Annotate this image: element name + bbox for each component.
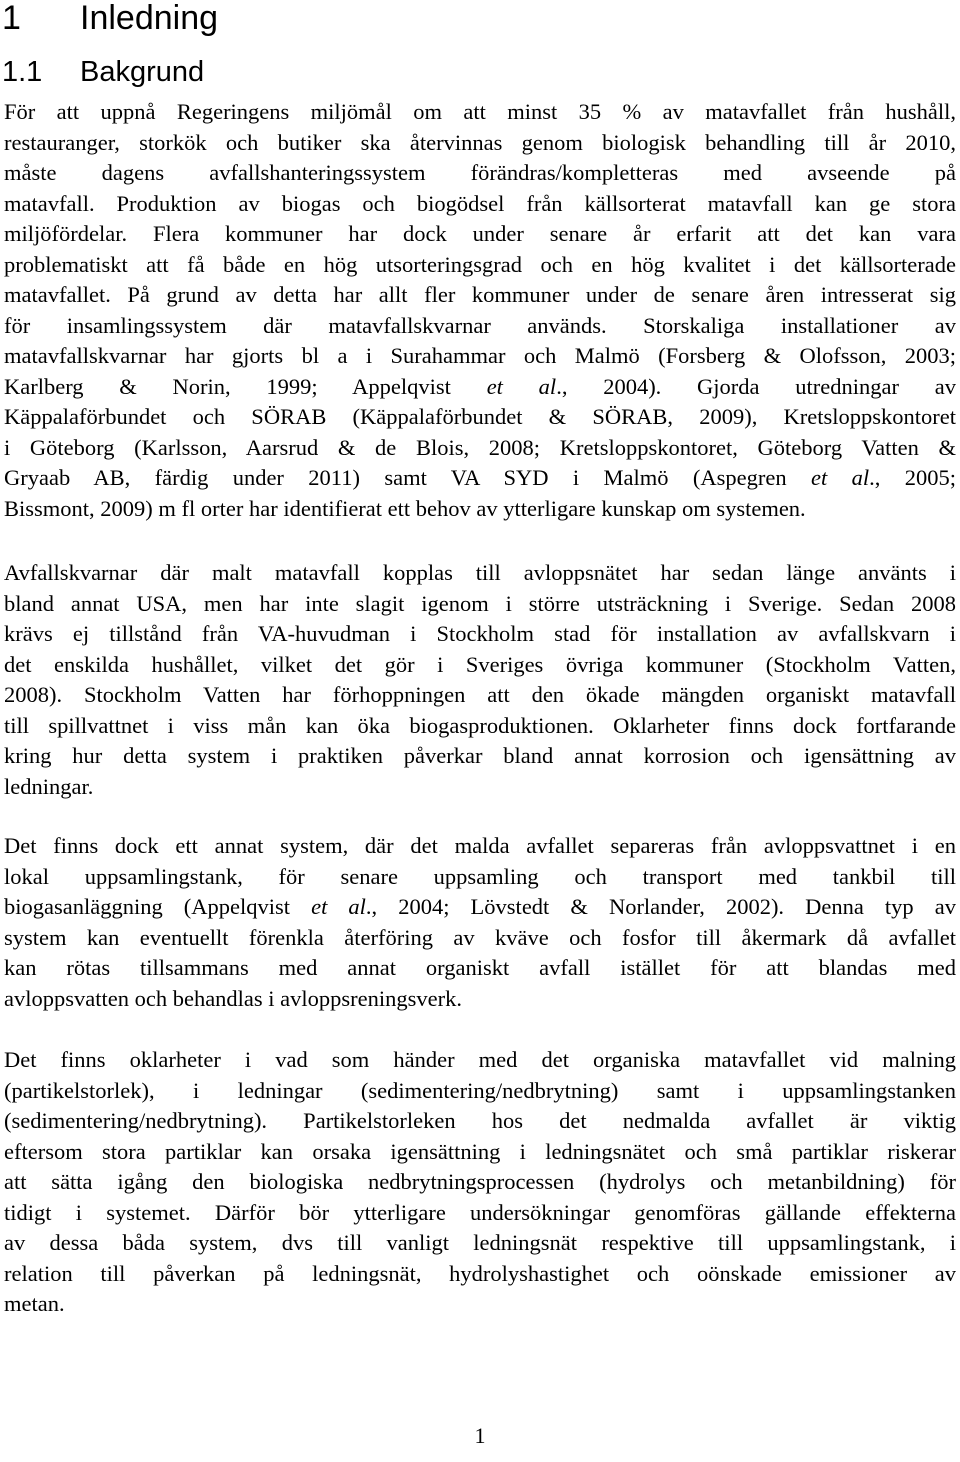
text-line: Avfallskvarnar där malt matavfall kopplas till avloppsnätet har sedan länge använts i	[4, 560, 956, 585]
text-line: matavfallskvarnar har gjorts bl a i Surahammar och Malmö (Forsberg & Olofsson, 2003;	[4, 343, 956, 368]
text-line: (partikelstorlek), i ledningar (sedimentering/nedbrytning) samt i uppsamlingstanken	[4, 1077, 956, 1103]
text-line: det enskilda hushållet, vilket det gör i Sveriges övriga kommuner (Stockholm Vatten,	[4, 651, 956, 677]
text-line: Bissmont, 2009) m fl orter har identifierat ett behov av ytterligare kunskap om systemen.	[4, 495, 806, 521]
paragraph-3	[4, 831, 956, 1014]
chapter-heading	[2, 0, 218, 44]
text-line: bland annat USA, men har inte slagit igenom i större utsträckning i Sverige. Sedan 2008	[4, 590, 956, 616]
text-line: Gryaab AB, färdig under 2011) samt VA SYD i Malmö (Aspegren et al., 2005;	[4, 465, 956, 490]
text-line: till spillvattnet i viss mån kan öka biogasproduktionen. Oklarheter finns dock fortfarande	[4, 712, 956, 738]
text-line: av dessa båda system, dvs till vanligt ledningsnät respektive till uppsamlingstank, i	[4, 1230, 956, 1255]
text-line: avloppsvatten och behandlas i avloppsreningsverk.	[4, 985, 463, 1011]
text-line: miljöfördelar. Flera kommuner har dock under senare år erfarit att det kan vara	[4, 221, 956, 246]
text-line: (sedimentering/nedbrytning). Partikelstorleken hos det nedmalda avfallet är viktig	[4, 1108, 956, 1133]
paragraph-4	[4, 1045, 956, 1320]
text-line: eftersom stora partiklar kan orsaka igensättning i ledningsnätet och små partiklar riskerar	[4, 1138, 956, 1164]
text-line: metan.	[4, 1291, 65, 1316]
text-line: 2008). Stockholm Vatten har förhoppningen att den ökade mängden organiskt matavfall	[4, 682, 956, 707]
text-line: i Göteborg (Karlsson, Aarsrud & de Blois, 2008; Kretsloppskontoret, Göteborg Vatten &	[4, 434, 956, 460]
text-line: att sätta igång den biologiska nedbrytningsprocessen (hydrolys och metanbildning) för	[4, 1169, 956, 1194]
text-line: restauranger, storkök och butiker ska återvinnas genom biologisk behandling till år 2010,	[4, 129, 956, 155]
text-line: Det finns dock ett annat system, där det malda avfallet separeras från avloppsvattnet i en	[4, 833, 956, 858]
text-line: kring hur detta system i praktiken påverkar bland annat korrosion och igensättning av	[4, 743, 956, 768]
text-line: system kan eventuellt förenkla återföring av kväve och fosfor till åkermark då avfallet	[4, 924, 956, 950]
section-heading	[2, 50, 204, 94]
text-line: matavfall. Produktion av biogas och biogödsel från källsorterat matavfall kan ge stora	[4, 190, 956, 216]
text-line: För att uppnå Regeringens miljömål om att minst 35 % av matavfallet från hushåll,	[4, 99, 956, 124]
text-line: lokal uppsamlingstank, för senare uppsamling och transport med tankbil till	[4, 863, 956, 889]
paragraph-1	[4, 97, 956, 524]
text-line: kan rötas tillsammans med annat organiskt avfall istället för att blandas med	[4, 955, 956, 980]
text-line: Karlberg & Norin, 1999; Appelqvist et al., 2004). Gjorda utredningar av	[4, 373, 956, 399]
text-line: problematiskt att få både en hög utsorteringsgrad och en hög kvalitet i det källsorterade	[4, 251, 956, 277]
text-line: ledningar.	[4, 773, 94, 799]
text-line: matavfallet. På grund av detta har allt fler kommuner under de senare åren intresserat sig	[4, 282, 956, 307]
chapter-number: 1	[2, 0, 21, 37]
chapter-title: Inledning	[80, 0, 219, 37]
text-line: måste dagens avfallshanteringssystem förändras/kompletteras med avseende på	[4, 160, 956, 185]
text-line: tidigt i systemet. Därför bör ytterligare undersökningar genomföras gällande effekterna	[4, 1199, 956, 1225]
text-line: krävs ej tillstånd från VA-huvudman i Stockholm stad för installation av avfallskvarn i	[4, 621, 956, 646]
page-number: 1	[474, 1423, 486, 1448]
text-line: för insamlingssystem där matavfallskvarnar används. Storskaliga installationer av	[4, 312, 956, 338]
text-line: Käppalaförbundet och SÖRAB (Käppalaförbundet & SÖRAB, 2009), Kretsloppskontoret	[4, 404, 956, 429]
section-number: 1.1	[2, 56, 43, 88]
text-line: relation till påverkan på ledningsnät, hydrolyshastighet och oönskade emissioner av	[4, 1260, 956, 1286]
section-title: Bakgrund	[80, 56, 205, 88]
text-line: Det finns oklarheter i vad som händer med det organiska matavfallet vid malning	[4, 1047, 956, 1072]
paragraph-2	[4, 558, 956, 802]
text-line: biogasanläggning (Appelqvist et al., 2004; Lövstedt & Norlander, 2002). Denna typ av	[4, 894, 956, 919]
